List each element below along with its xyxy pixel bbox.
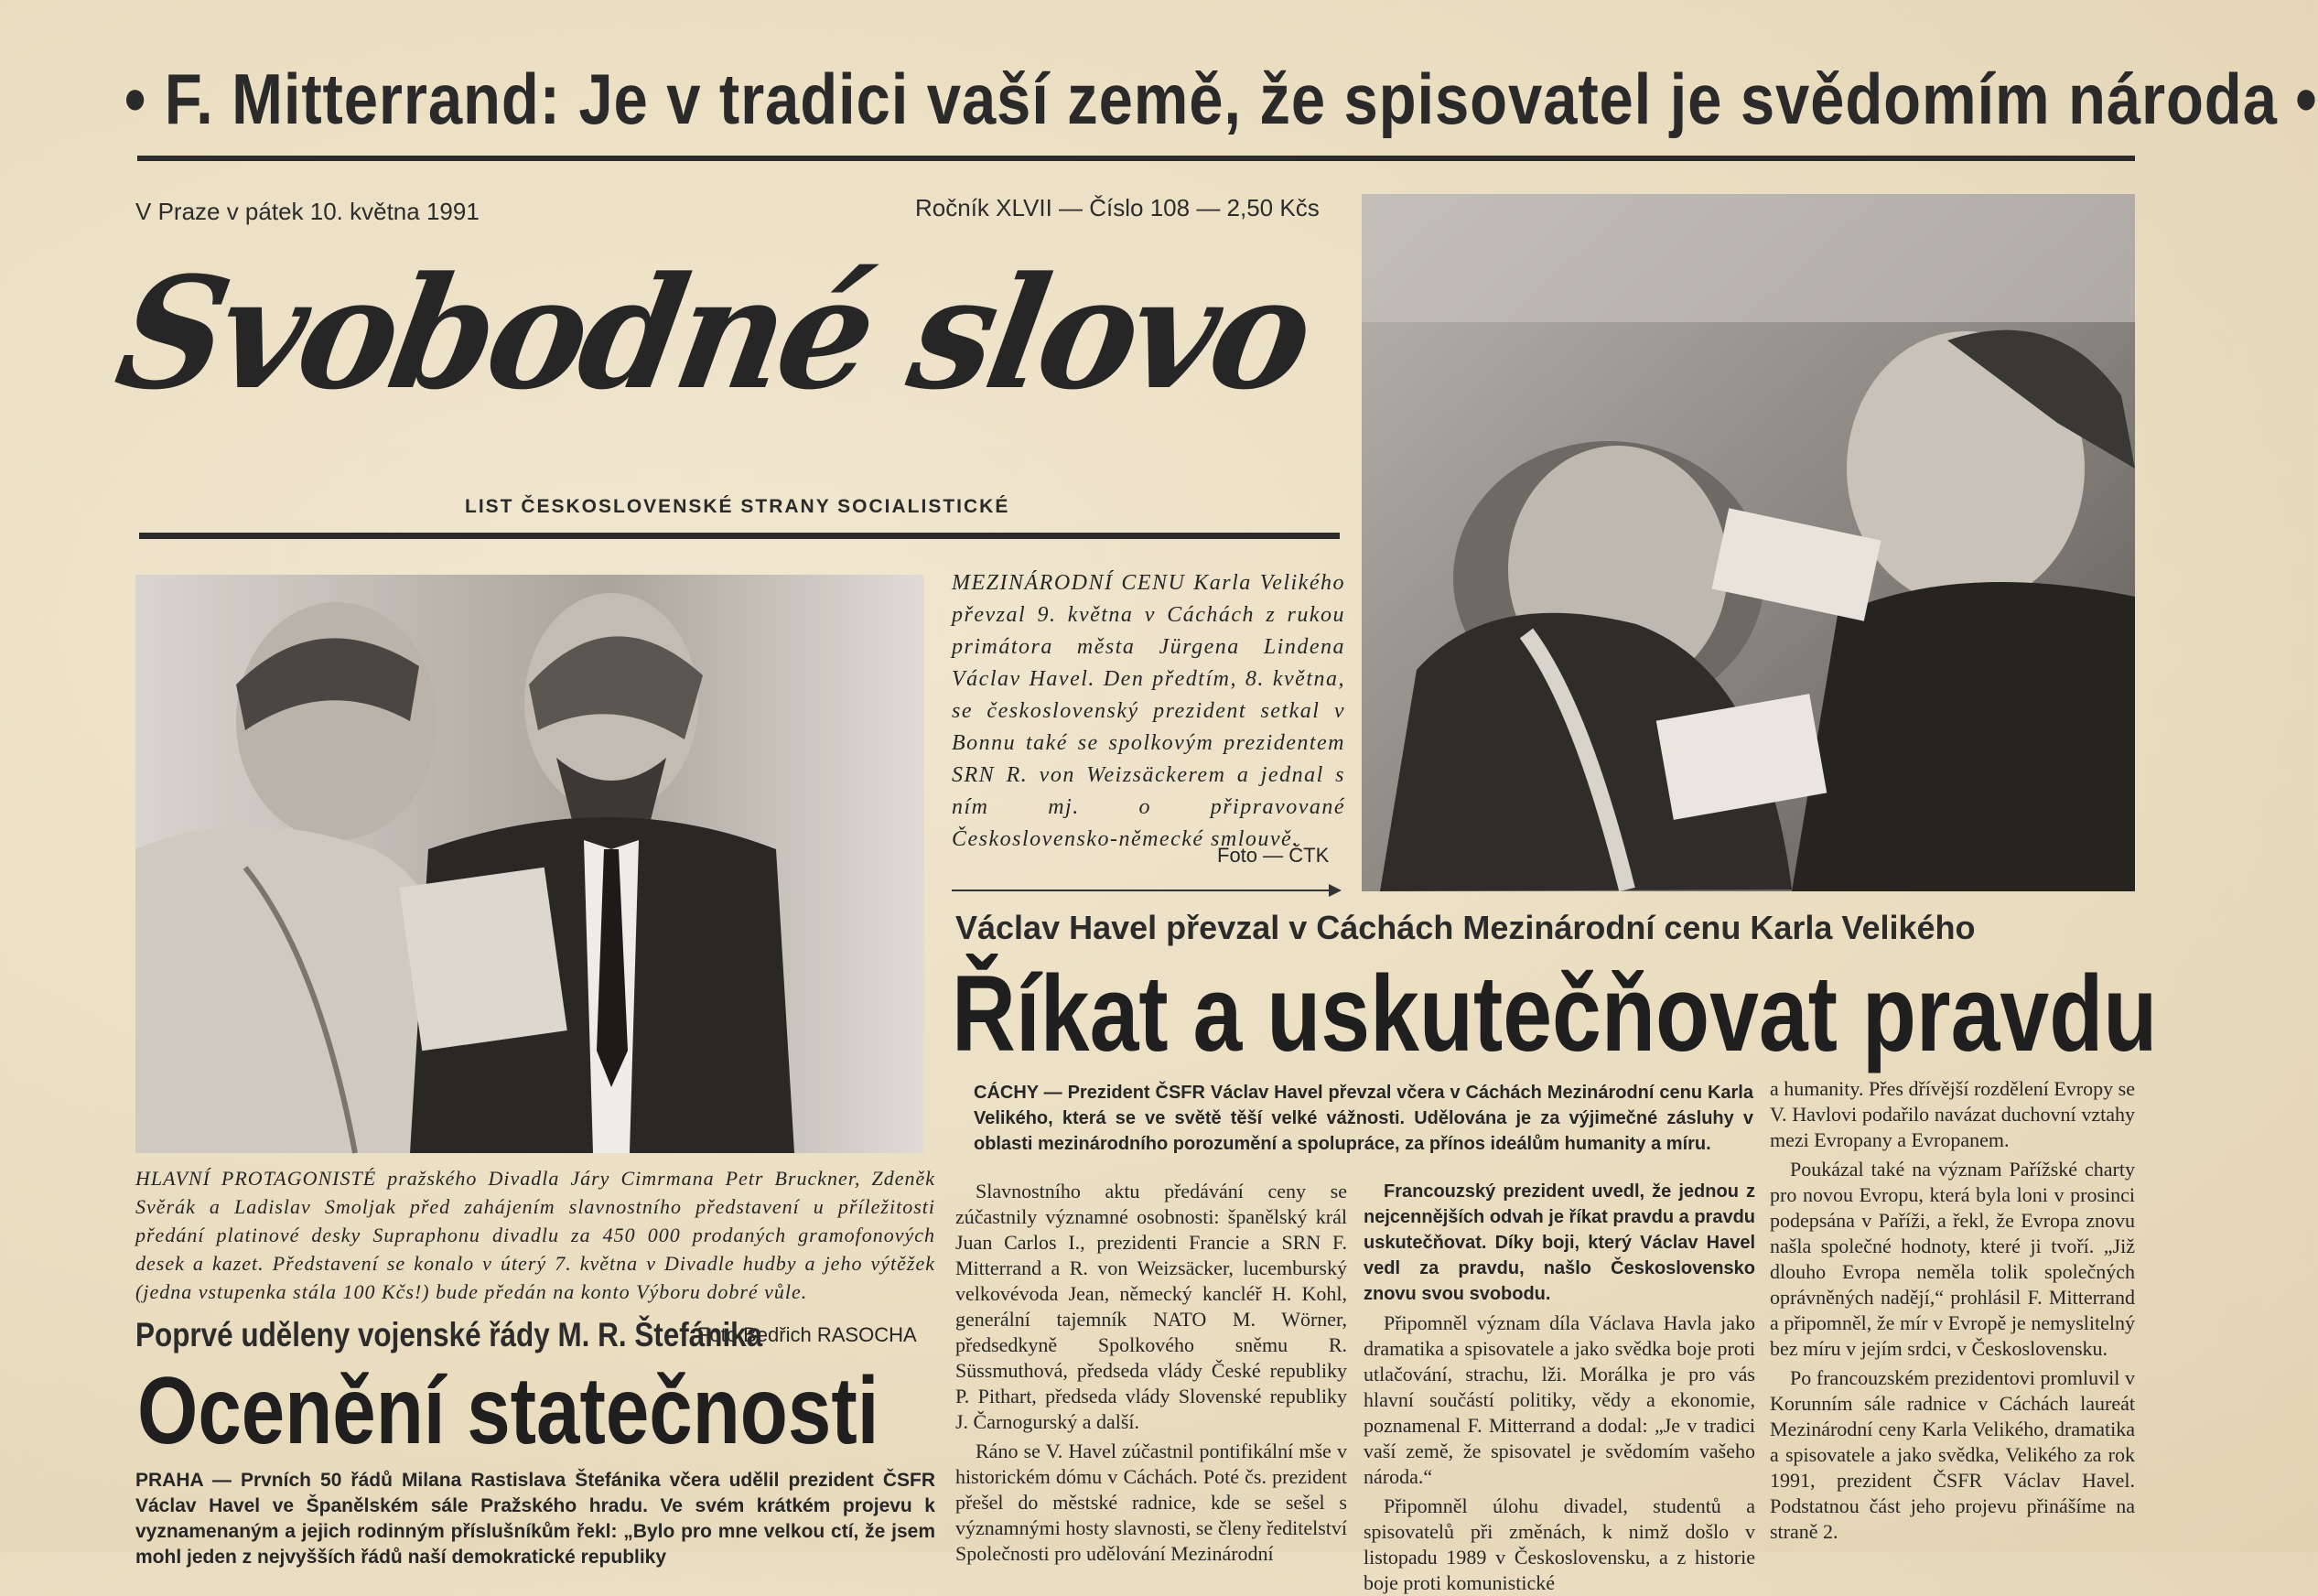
article-main-column-2 (1364, 1179, 1755, 1594)
col3-paragraph-1: a humanity. Přes dřívější rozdělení Evropy se V. Havlovi podařilo navázat duchovní vztahy mezi Evropany a Evropanem. (1770, 1077, 2135, 1151)
article-main-column-3 (1770, 1076, 2135, 1552)
article-left-body: PRAHA — Prvních 50 řádů Milana Rastislava Štefánika včera udělil prezident ČSFR Václav Havel ve Španělském sále Pražského hradu. Ve svém krátkém projevu k vyznamenaným a jejich rodinným příslušníkům řekl: „Bylo pro mne velkou ctí, že jsem mohl jeden z nejvyšších řádů naší demokratické republiky (135, 1470, 935, 1568)
photo-credit-rasocha: Foto Bedřich RASOCHA (697, 1323, 917, 1346)
newspaper-title: Svobodné slovo (105, 243, 1321, 424)
masthead-rule (139, 533, 1340, 539)
col3-paragraph-3: Po francouzském prezidentovi promluvil v Korunním sále radnice v Cáchách laureát Mezinárodní ceny Karla Velikého, dramatika a spisovatele a jako svědka, Velikého za rok 1991, prezident ČSFR Václav Havel. Podstatnou část jeho projevu přinášíme na straně 2. (1770, 1366, 2135, 1543)
col1-paragraph-1: Slavnostního aktu předávání ceny se zúčastnily významné osobnosti: španělský král Juan Carlos I., prezidenti Francie a SRN F. Mitterrand a R. von Weizsäcker, lucemburský velkovévoda Jean, německý kancléř H. Kohl, generální tajemník NATO M. Wörner, předsedkyně Spolkového sněmu R. Süssmuthová, předseda vlády České republiky P. Pithart, předseda vlády Slovenské republiky J. Čarnogurský a další. (955, 1180, 1347, 1433)
divider-arrow (952, 890, 1336, 891)
issue-info: Ročník XLVII — Číslo 108 — 2,50 Kčs (915, 194, 1320, 221)
photo-caption-havel: MEZINÁRODNÍ CENU Karla Velikého převzal 9. května v Cáchách z rukou primátora města Jürgena Lindena Václav Havel. Den předtím, 8. května, se československý prezident setkal v Bonnu také se spolkovým prezidentem SRN R. von Weizsäckerem a jednal s ním mj. o připravované Československo-německé smlouvě. (952, 571, 1345, 851)
article-main-lede: CÁCHY — Prezident ČSFR Václav Havel převzal včera v Cáchách Mezinárodní cenu Karla Velikého, která se ve světě těší velké vážnosti. Udělována je za výjimečné zásluhy v oblasti mezinárodního porozumění a spolupráce, za přínos ideálům humanity a míru. (974, 1083, 1753, 1154)
dateline: V Praze v pátek 10. května 1991 (135, 198, 480, 225)
banner-rule (137, 156, 2135, 161)
article-left-headline: Ocenění statečnosti (137, 1358, 879, 1464)
article-main-column-1 (955, 1179, 1347, 1565)
article-left-kicker: Poprvé uděleny vojenské řády M. R. Štefánika (135, 1316, 763, 1353)
arrow-head-icon (1329, 884, 1342, 897)
col1-paragraph-2: Ráno se V. Havel zúčastnil pontifikální mše v historickém dómu v Cáchách. Poté čs. prezident přešel do městské radnice, kde se sešel s významnými hosty slavnosti, se členy ředitelství Společnosti pro udělování Mezinárodní (955, 1440, 1347, 1565)
col3-paragraph-2: Poukázal také na význam Pařížské charty pro novou Evropu, která byla loni v prosinci podepsána v Paříži, a řekl, že Evropa znovu našla společné hodnoty, které ji tvoří. „Již dlouho Evropa neměla tolik společných oprávněných nadějí,“ prohlásil F. Mitterrand a připomněl, že mír v Evropě je nemyslitelný bez míru v jejím srdci, v Československu. (1770, 1158, 2135, 1360)
photo-credit-ctk: Foto — ČTK (1217, 844, 1330, 867)
newspaper-subtitle: LIST ČESKOSLOVENSKÉ STRANY SOCIALISTICKÉ (465, 496, 1010, 517)
article-main-kicker: Václav Havel převzal v Cáchách Mezinárodní cenu Karla Velikého (955, 909, 1976, 946)
col2-paragraph-1: Francouzský prezident uvedl, že jednou z nejcennějších odvah je říkat pravdu a pravdu uskutečňovat. Díky boji, který Václav Havel vedl za pravdu, našlo Československo znovu svou svobodu. (1364, 1181, 1755, 1304)
col2-paragraph-3: Připomněl úlohu divadel, studentů a spisovatelů při změnách, k nimž došlo v listopadu 1989 v Československu, a z historie boje proti komunistické (1364, 1494, 1755, 1594)
photo-havel-award-image (1362, 194, 2135, 891)
article-main-headline: Říkat a uskutečňovat pravdu (952, 954, 2158, 1074)
photo-cimrman-theatre-image (135, 575, 924, 1153)
photo-havel-award (1362, 194, 2135, 891)
photo-cimrman-theatre (135, 575, 924, 1153)
col2-paragraph-2: Připomněl význam díla Václava Havla jako dramatika a spisovatele a jako svědka boje proti utlačování, strachu, lži. Morálka je pro vás hlavní součástí politiky, vědy a ekonomie, poznamenal F. Mitterrand a dodal: „Je v tradici vaší země, že spisovatel je svědomím vašeho národa.“ (1364, 1311, 1755, 1488)
banner-headline: • F. Mitterrand: Je v tradici vaší země, že spisovatel je svědomím národa • (124, 59, 2318, 139)
photo-caption-cimrman: HLAVNÍ PROTAGONISTÉ pražského Divadla Járy Cimrmana Petr Bruckner, Zdeněk Svěrák a Ladislav Smoljak před zahájením slavnostního představení u příležitosti předání platinové desky Supraphonu divadlu za 450 000 prodaných gramofonových desek a kazet. Představení se konalo v úterý 7. května v Divadle hudby a jeho výtěžek (jedna vstupenka stála 100 Kčs!) bude předán na konto Výboru dobré vůle. (135, 1167, 935, 1303)
